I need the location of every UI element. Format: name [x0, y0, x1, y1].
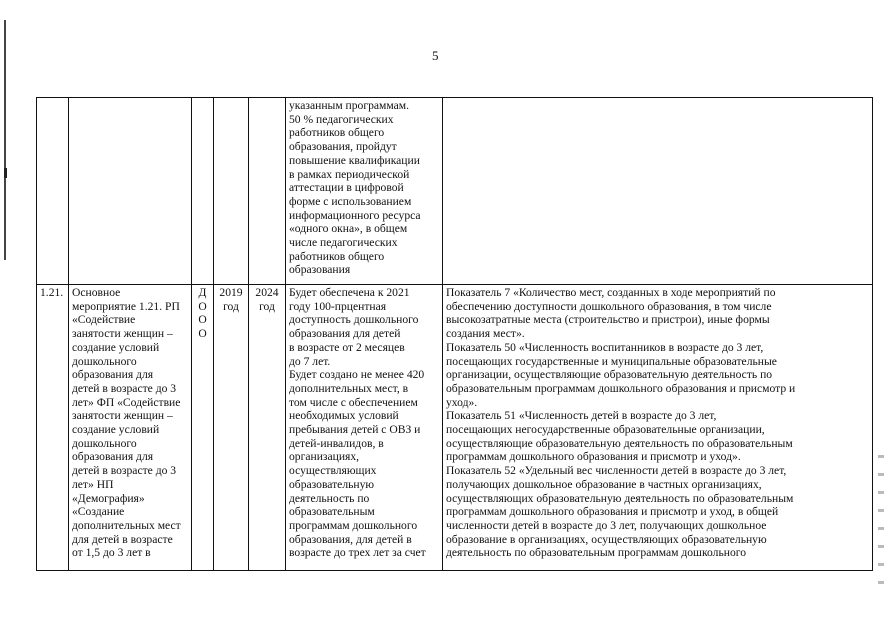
text-line: образования — [289, 263, 351, 277]
text-line: посещающих государственные и муниципальные образовательные — [446, 354, 777, 368]
text-line: «Содействие — [72, 313, 136, 327]
text-line: создание условий — [72, 340, 160, 354]
text-line: детей в возрасте до 3 — [72, 464, 177, 478]
text-line: осуществляющих образовательную деятельность по образовательным — [446, 491, 794, 505]
cell-start-empty — [214, 98, 249, 285]
text-line: образовательным программам дошкольного образования и присмотр и — [446, 381, 796, 395]
program-activities-table — [36, 97, 873, 571]
text-line: год — [259, 299, 275, 313]
cell-indicators — [443, 285, 873, 571]
text-line: образования для детей — [289, 327, 401, 341]
text-line: Показатель 7 «Количество мест, созданных в ходе мероприятий по — [446, 286, 776, 299]
cell-executor — [192, 285, 214, 571]
text-line: лет» НП — [72, 477, 114, 491]
text-line: повышение квалификации — [289, 153, 420, 167]
cell-end-year — [249, 285, 286, 571]
text-line: доступность дошкольного — [289, 313, 419, 327]
text-line: программам дошкольного — [289, 518, 418, 532]
text-line: необходимых условий — [289, 409, 399, 423]
text-line: Показатель 51 «Численность детей в возрасте до 3 лет, — [446, 409, 717, 423]
text-line: возрасте до трех лет за счет — [289, 546, 426, 560]
text-line: обеспечению доступности дошкольного образования, в том числе — [446, 299, 772, 313]
cell-activity-name — [69, 285, 192, 571]
table-row-continuation — [37, 98, 873, 285]
text-line: указанным программам. — [289, 99, 410, 112]
text-line: создания мест». — [446, 327, 525, 341]
text-line: дошкольного — [72, 354, 137, 368]
text-line: от 1,5 до 3 лет в — [72, 546, 151, 560]
text-line: деятельность по — [289, 491, 370, 505]
text-line: образовательным — [289, 505, 375, 519]
text-line: работников общего — [289, 249, 385, 263]
text-line: Показатель 50 «Численность воспитанников в возрасте до 3 лет, — [446, 340, 764, 354]
binding-mark — [4, 168, 7, 178]
text-line: ДО — [198, 286, 207, 313]
text-line: образования для — [72, 368, 154, 382]
text-line: деятельность по образовательным программам дошкольного — [446, 546, 746, 560]
text-line: Будет создано не менее 420 — [289, 368, 425, 382]
text-line: создание условий — [72, 423, 160, 437]
text-line: осуществляющих — [289, 464, 377, 478]
text-line: форме с использованием — [289, 194, 412, 208]
cell-num-empty — [37, 98, 69, 285]
text-line: детей в возрасте до 3 — [72, 381, 177, 395]
cell-start-year — [214, 285, 249, 571]
cell-executor-empty — [192, 98, 214, 285]
text-line: в возрасте от 2 месяцев — [289, 340, 405, 354]
text-line: Показатель 52 «Удельный вес численности детей в возрасте до 3 лет, — [446, 464, 787, 478]
text-line: посещающих негосударственные образовательные организации, — [446, 423, 765, 437]
text-line: числе педагогических — [289, 236, 398, 250]
text-line: «Создание — [72, 505, 125, 519]
text-line: 2019 — [219, 286, 243, 299]
text-line: организациях, — [289, 450, 360, 464]
text-line: мероприятие 1.21. РП — [72, 299, 180, 313]
cell-end-empty — [249, 98, 286, 285]
page-number: 5 — [432, 48, 439, 63]
text-line: Основное — [72, 286, 121, 299]
binding-line — [4, 20, 6, 260]
text-line: образования для — [72, 450, 154, 464]
cell-expected-result — [286, 285, 443, 571]
text-line: пребывания детей с ОВЗ и — [289, 423, 421, 437]
text-line: занятости женщин – — [72, 409, 173, 423]
cell-activity-number: 1.21. — [37, 285, 69, 571]
text-line: «одного окна», в общем — [289, 222, 408, 236]
text-line: 50 % педагогических — [289, 112, 394, 126]
text-line: уход». — [446, 395, 478, 409]
text-line: организации, осуществляющие образовательную деятельность по — [446, 368, 773, 382]
scan-edge-marks — [878, 455, 884, 595]
text-line: Будет обеспечена к 2021 — [289, 286, 410, 299]
text-line: год — [223, 299, 239, 313]
text-line: детей-инвалидов, в — [289, 436, 384, 450]
text-line: лет» ФП «Содействие — [72, 395, 181, 409]
text-line: численности детей в возрасте до 3 лет, получающих дошкольное — [446, 518, 767, 532]
text-line: образовательную — [289, 477, 375, 491]
text-line: занятости женщин – — [72, 327, 173, 341]
text-line: образования, пройдут — [289, 140, 397, 154]
text-line: информационного ресурса — [289, 208, 421, 222]
text-line: программам дошкольного образования и присмотр и уход». — [446, 450, 741, 464]
text-line: работников общего — [289, 126, 385, 140]
text-line: ОО — [198, 313, 207, 341]
text-line: году 100-прцентная — [289, 299, 387, 313]
text-line: дополнительных мест — [72, 518, 181, 532]
text-line: том числе с обеспечением — [289, 395, 418, 409]
text-line: аттестации в цифровой — [289, 181, 404, 195]
text-line: высокозатратные места (строительство и пристрои), иные формы — [446, 313, 770, 327]
cell-expected-result — [286, 98, 443, 285]
table-row-1-21 — [37, 285, 873, 571]
cell-indicators-empty — [443, 98, 873, 285]
text-line: осуществляющие образовательную деятельность по образовательным — [446, 436, 793, 450]
text-line: получающих дошкольное образование в частных организациях, — [446, 477, 762, 491]
text-line: 2024 — [255, 286, 279, 299]
text-line: образования, для детей в — [289, 532, 412, 546]
text-line: образование в организациях, осуществляющих образовательную — [446, 532, 767, 546]
text-line: до 7 лет. — [289, 354, 331, 368]
text-line: «Демография» — [72, 491, 145, 505]
text-line: для детей в возрасте — [72, 532, 173, 546]
text-line: дошкольного — [72, 436, 137, 450]
text-line: в рамках периодической — [289, 167, 410, 181]
text-line: дополнительных мест, в — [289, 381, 409, 395]
cell-name-empty — [69, 98, 192, 285]
text-line: программам дошкольного образования и присмотр и уход, в общей — [446, 505, 779, 519]
